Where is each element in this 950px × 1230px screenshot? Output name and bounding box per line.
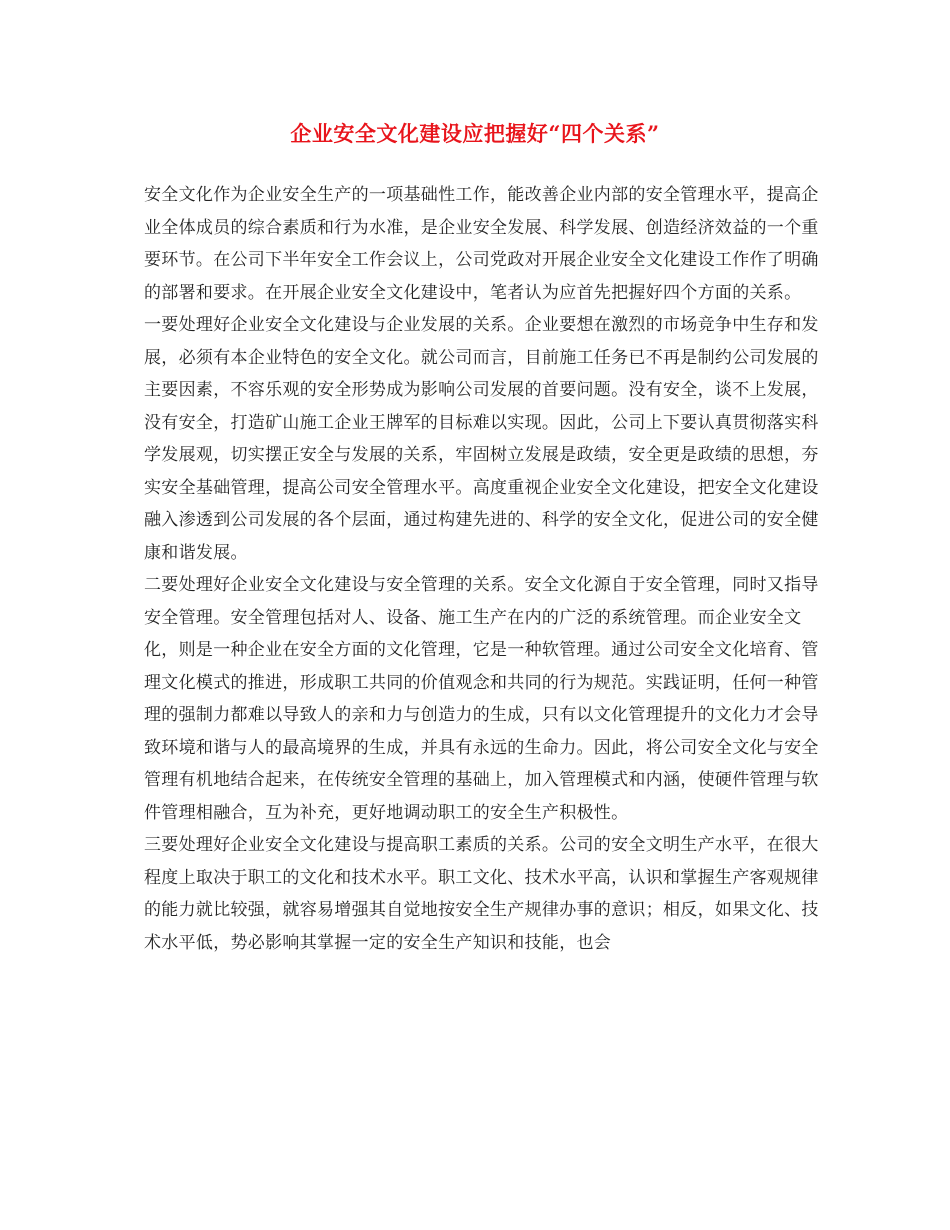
paragraph-second-relation: 二要处理好企业安全文化建设与安全管理的关系。安全文化源自于安全管理，同时又指导安全管理。安全管理包括对人、设备、施工生产在内的广泛的系统管理。而企业安全文化，则是一种企业在安全方面的文化管理，它是一种软管理。通过公司安全文化培育、管理文化模式的推进，形成职工共同的价值观念和共同的行为规范。实践证明，任何一种管理的强制力都难以导致人的亲和力与创造力的生成，只有以文化管理提升的文化力才会导致环境和谐与人的最高境界的生成，并具有永远的生命力。因此，将公司安全文化与安全管理有机地结合起来，在传统安全管理的基础上，加入管理模式和内涵，使硬件管理与软件管理相融合，互为补充，更好地调动职工的安全生产积极性。 <box>144 575 819 823</box>
document-body <box>144 179 824 959</box>
paragraph-intro: 安全文化作为企业安全生产的一项基础性工作，能改善企业内部的安全管理水平，提高企业全体成员的综合素质和行为水准，是企业安全发展、科学发展、创造经济效益的一个重要环节。在公司下半年安全工作会议上，公司党政对开展企业安全文化建设工作作了明确的部署和要求。在开展企业安全文化建设中，笔者认为应首先把握好四个方面的关系。 <box>144 185 819 303</box>
paragraph-third-relation: 三要处理好企业安全文化建设与提高职工素质的关系。公司的安全文明生产水平，在很大程度上取决于职工的文化和技术水平。职工文化、技术水平高，认识和掌握生产客观规律的能力就比较强，就容易增强其自觉地按安全生产规律办事的意识；相反，如果文化、技术水平低，势必影响其掌握一定的安全生产知识和技能，也会 <box>144 835 819 953</box>
paragraph-first-relation: 一要处理好企业安全文化建设与企业发展的关系。企业要想在激烈的市场竞争中生存和发展，必须有本企业特色的安全文化。就公司而言，目前施工任务已不再是制约公司发展的主要因素，不容乐观的安全形势成为影响公司发展的首要问题。没有安全，谈不上发展，没有安全，打造矿山施工企业王牌军的目标难以实现。因此，公司上下要认真贯彻落实科学发展观，切实摆正安全与发展的关系，牢固树立发展是政绩，安全更是政绩的思想，夯实安全基础管理，提高公司安全管理水平。高度重视企业安全文化建设，把安全文化建设融入渗透到公司发展的各个层面，通过构建先进的、科学的安全文化，促进公司的安全健康和谐发展。 <box>144 315 819 563</box>
document-title: 企业安全文化建设应把握好“四个关系” <box>290 121 660 146</box>
